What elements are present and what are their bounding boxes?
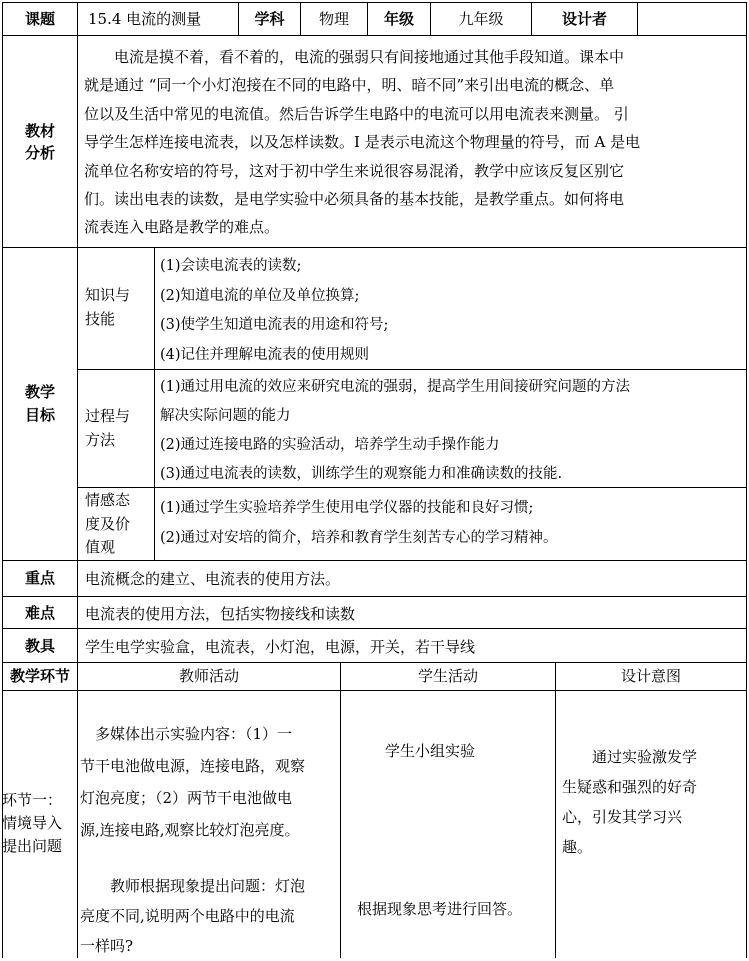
topic-value: 15.4 电流的测量 [88,10,202,28]
analysis-text: 电流是摸不着，看不着的，电流的强弱只有间接地通过其他手段知道。课本中 就是通过 “同一个小灯泡接在不同的电路中，明、暗不同”来引出电流的概念、单 位以及生活中常见的电流值。然后告诉学生电路中的电流可以用电流表来测量。 引 导学生怎样连接电流表，以及怎样读数。I 是表示电流这个物理量的符号，而 A 是电 流单位名称安培的符号，这对于初中学生来说很容易混淆，教学中应该反复区别它 们。读出电表的读数，是电学实验中必须具备的基本技能，是教学重点。如何将电 流表连入电路是教学的难点。 [84,48,641,237]
student-header: 学生活动 [417,667,478,685]
tools-value: 学生电学实验盒，电流表，小灯泡，电源，开关，若干导线 [85,638,476,656]
teacher-header: 教师活动 [178,667,239,685]
knowledge-label: 知识与 [85,286,131,304]
difficulty-label: 难点 [24,604,55,622]
emotion-label: 值观 [85,538,116,556]
intent-header: 设计意图 [620,667,681,685]
analysis-label: 分析 [24,144,55,162]
col-divider [154,247,155,560]
row-divider [2,35,747,36]
knowledge-label: 技能 [85,310,116,328]
col-divider [77,662,78,958]
col-divider [555,662,556,958]
difficulty-value: 电流表的使用方法，包括实物接线和读数 [85,605,356,623]
key-point-label: 重点 [24,569,55,587]
goals-label: 教学 [24,383,55,401]
grade-label: 年级 [383,10,414,28]
col-divider [340,662,341,958]
key-point-value: 电流概念的建立、电流表的使用方法。 [85,570,341,588]
process-label: 方法 [85,431,116,449]
stage-name: 环节一： 情境导入 提出问题 [2,791,63,855]
subject-value: 物理 [318,10,349,28]
student-activity-2: 根据现象思考进行回答。 [357,900,523,918]
row-divider [2,662,747,663]
tools-label: 教具 [24,637,55,655]
row-divider [2,247,747,248]
table-border-top [2,2,747,3]
analysis-label: 教材 [24,122,55,140]
col-divider [637,2,638,35]
emotion-items: (1)通过学生实验培养学生使用电学仪器的技能和良好习惯; (2)通过对安培的简介，培养和教育学生刻苦专心的学习精神。 [160,500,558,546]
goals-label: 目标 [24,406,55,424]
teacher-activity-2: 教师根据现象提出问题：灯泡 亮度不同,说明两个电路中的电流 一样吗? [80,877,306,955]
emotion-label: 情感态 [85,491,131,509]
row-divider [2,628,747,629]
row-divider [2,596,747,597]
process-label: 过程与 [85,407,131,425]
col-divider [77,2,78,662]
table-border-right [746,2,747,958]
row-divider [2,560,747,561]
process-items: (1)通过用电流的效应来研究电流的强弱，提高学生用间接研究问题的方法 解决实际问题的能力 (2)通过连接电路的实验活动，培养学生动手操作能力 (3)通过电流表的读数，训练学生的观察能力和准确读数的技能. [160,379,631,482]
stage-header: 教学环节 [9,667,70,685]
teacher-activity-1: 多媒体出示实验内容：（1）一 节干电池做电源，连接电路，观察 灯泡亮度；（2）两节干电池做电 源,连接电路,观察比较灯泡亮度。 [80,725,306,839]
subject-label: 学科 [254,10,285,28]
row-divider [2,690,747,691]
grade-value: 九年级 [458,10,504,28]
emotion-label: 度及价 [85,515,131,533]
student-activity-1: 学生小组实验 [385,742,476,760]
designer-label: 设计者 [561,10,607,28]
topic-label: 课题 [24,10,55,28]
knowledge-items: (1)会读电流表的读数; (2)知道电流的单位及单位换算; (3)使学生知道电流表的用途和符号; (4)记住并理解电流表的使用规则 [160,258,389,363]
design-intent: 通过实验激发学 生疑惑和强烈的好奇 心，引发其学习兴 趣。 [562,748,698,856]
